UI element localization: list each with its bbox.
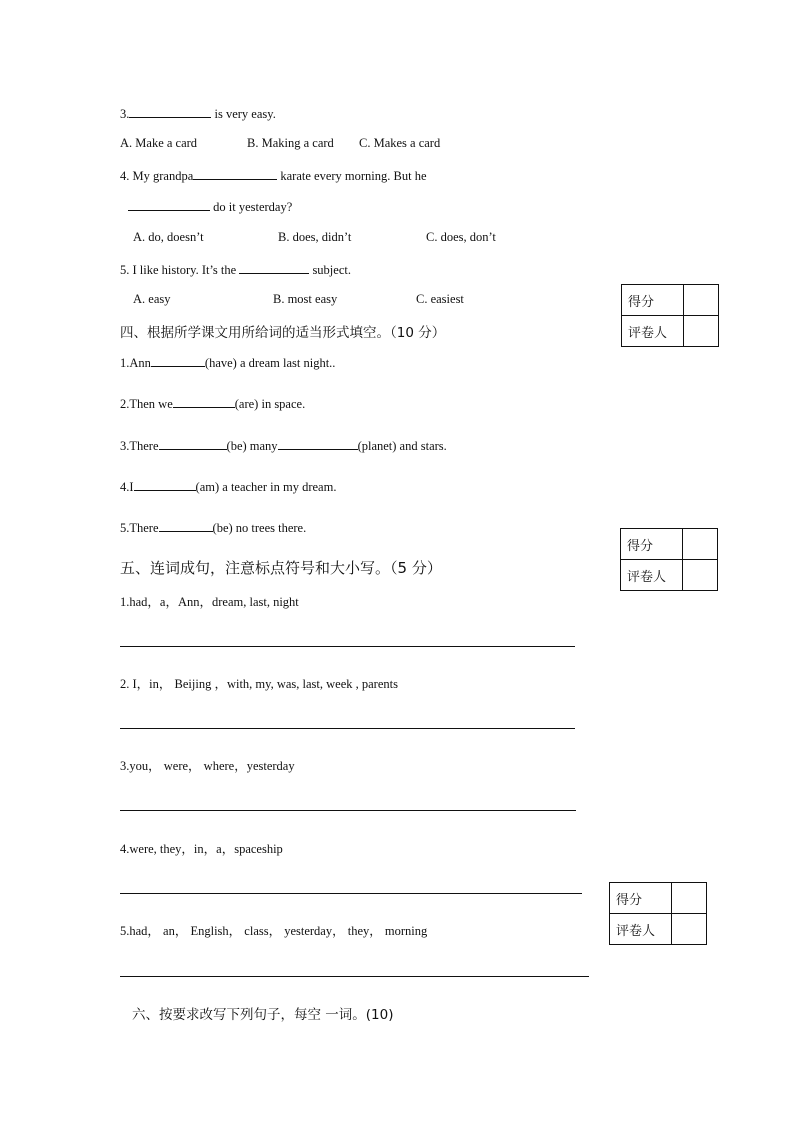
q3-option-c: C. Makes a card	[359, 136, 441, 150]
score-label: 得分	[610, 883, 672, 914]
item-text-pre: 5.There	[120, 521, 159, 535]
section4-heading: 四、根据所学课文用所给词的适当形式填空。（10 分）	[120, 325, 446, 341]
score-label: 得分	[621, 529, 683, 560]
q4-line-2	[128, 198, 292, 215]
q4-option-b: B. does, didn’t	[278, 230, 352, 244]
item-text-mid: (be) many	[226, 439, 278, 453]
item-text-pre: 3.There	[120, 439, 159, 453]
q4-line	[120, 167, 427, 184]
section6-heading: 六、按要求改写下列句子，每空 一词。(10)	[132, 1007, 394, 1023]
answer-line-4[interactable]	[120, 893, 582, 894]
section4-item-4	[120, 478, 336, 495]
q3-line	[120, 105, 276, 122]
score-cell[interactable]	[672, 883, 707, 914]
q4-option-a: A. do, doesn’t	[133, 230, 204, 244]
q4-text-tail: do it yesterday?	[210, 200, 293, 214]
score-box-section4	[621, 284, 719, 347]
score-box-section6	[609, 882, 707, 945]
q4-blank-2[interactable]	[128, 198, 210, 211]
section5-item-3: 3.you， were， where，yesterday	[120, 759, 295, 773]
q3-number: 3.	[120, 107, 130, 121]
answer-line-2[interactable]	[120, 728, 575, 729]
item-blank-1[interactable]	[159, 437, 227, 450]
q3-option-b: B. Making a card	[247, 136, 334, 150]
section5-heading: 五、连词成句，注意标点符号和大小写。（5 分）	[120, 559, 442, 577]
q5-text-tail: subject.	[309, 263, 351, 277]
score-cell[interactable]	[684, 285, 719, 316]
q5-option-c: C. easiest	[416, 292, 464, 306]
section4-item-3	[120, 437, 447, 454]
q5-blank[interactable]	[239, 261, 309, 274]
q4-option-c: C. does, don’t	[426, 230, 496, 244]
item-text-post: (have) a dream last night..	[204, 356, 336, 370]
section4-item-2	[120, 395, 305, 412]
grader-cell[interactable]	[684, 316, 719, 347]
item-text-pre: 4.I	[120, 480, 134, 494]
grader-label: 评卷人	[610, 914, 672, 945]
item-text-pre: 2.Then we	[120, 397, 173, 411]
score-label: 得分	[622, 285, 684, 316]
item-text-post: (am) a teacher in my dream.	[195, 480, 337, 494]
item-text-post: (planet) and stars.	[357, 439, 447, 453]
item-blank[interactable]	[134, 478, 196, 491]
item-text-post: (are) in space.	[234, 397, 306, 411]
q4-text-pre: 4. My grandpa	[120, 169, 194, 183]
q5-line	[120, 261, 351, 278]
item-blank[interactable]	[173, 395, 235, 408]
score-cell[interactable]	[683, 529, 718, 560]
answer-line-1[interactable]	[120, 646, 575, 647]
answer-line-3[interactable]	[120, 810, 576, 811]
section5-item-1: 1.had，a，Ann，dream, last, night	[120, 595, 299, 609]
item-blank-2[interactable]	[278, 437, 358, 450]
grader-cell[interactable]	[672, 914, 707, 945]
grader-label: 评卷人	[622, 316, 684, 347]
section4-item-1	[120, 354, 335, 371]
item-blank[interactable]	[151, 354, 205, 367]
answer-line-5[interactable]	[120, 976, 589, 977]
item-blank[interactable]	[159, 519, 213, 532]
q5-option-a: A. easy	[133, 292, 171, 306]
item-text-pre: 1.Ann	[120, 356, 151, 370]
q5-text-pre: 5. I like history. It’s the	[120, 263, 240, 277]
q3-option-a: A. Make a card	[120, 136, 198, 150]
q3-text: is very easy.	[211, 107, 276, 121]
q3-blank[interactable]	[129, 105, 211, 118]
section5-item-4: 4.were, they，in，a，spaceship	[120, 842, 283, 856]
score-box-section5	[620, 528, 718, 591]
section4-item-5	[120, 519, 306, 536]
grader-cell[interactable]	[683, 560, 718, 591]
section5-item-5: 5.had， an， English， class， yesterday， they， morning	[120, 924, 428, 938]
grader-label: 评卷人	[621, 560, 683, 591]
q4-text-mid: karate every morning. But he	[277, 169, 427, 183]
q4-blank-1[interactable]	[193, 167, 277, 180]
item-text-post: (be) no trees there.	[212, 521, 307, 535]
section5-item-2: 2. I，in， Beijing ，with, my, was, last, week , parents	[120, 677, 398, 691]
q5-option-b: B. most easy	[273, 292, 338, 306]
